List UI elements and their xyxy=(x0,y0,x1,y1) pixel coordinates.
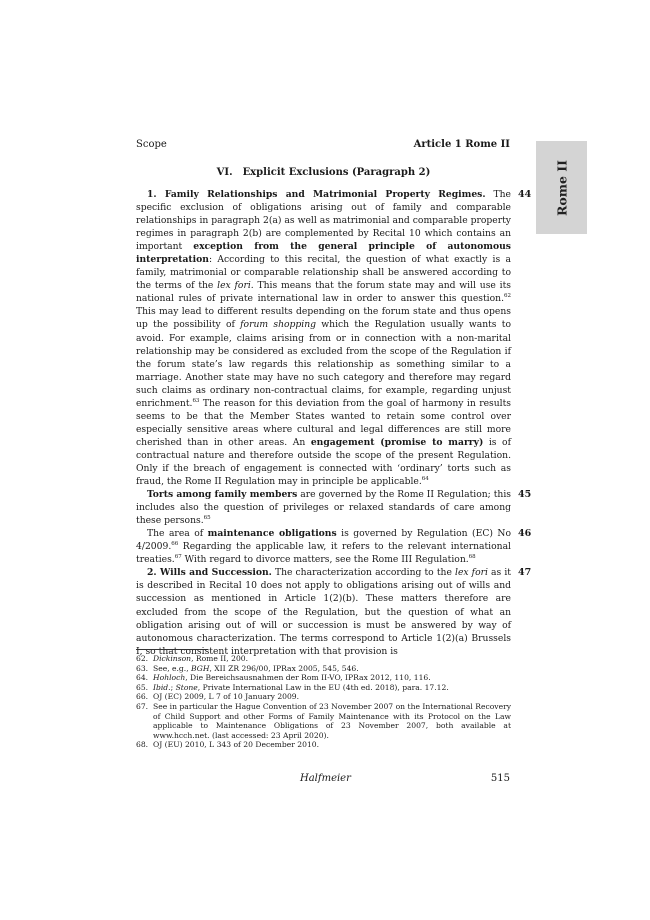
footnote-number: 63. xyxy=(136,663,149,673)
footnote-number: 66. xyxy=(136,692,149,702)
footnote-number: 62. xyxy=(136,654,149,663)
paragraph xyxy=(136,488,532,527)
paragraph-text: The area of maintenance obligations is governed by Regulation (EC) No 4/2009.66 Regarding the applicable law, it refers to the relevant international treaties.$^{67}$ With regard to divorce matters, see the Rome III Regulation.$^{68}$ xyxy=(136,528,511,566)
section-title: Explicit Exclusions (Paragraph 2) xyxy=(242,167,431,178)
paragraph xyxy=(136,566,532,657)
section-number: VI. xyxy=(216,167,233,178)
footnote xyxy=(136,683,511,693)
paragraph xyxy=(136,527,532,566)
footnote-text: Ibid.; Stone, Private International Law in the EU (4th ed. 2018), para. 17.12. xyxy=(153,682,449,692)
paragraph-text: Torts among family members are governed by the Rome II Regulation; this includes also the question of privileges or relaxed standards of care among these persons.$^{65}$ xyxy=(136,489,511,527)
footnote-number: 67. xyxy=(136,701,149,711)
footnote-rule xyxy=(136,649,208,650)
footnote xyxy=(136,673,511,683)
page-number: 515 xyxy=(490,773,510,784)
body-text xyxy=(136,188,532,658)
footnote xyxy=(136,654,511,664)
paragraph-text: 1. Family Relationships and Matrimonial Property Regimes. The specific exclusion of obligations arising out of family and comparable relationships in paragraph 2(a) as well as matrimonial and comparable property regimes in paragraph 2(b) are complemented by Recital 10 which contains an important exception from the general principle of autonomous interpretation: According to this recital, the question of what exactly is a family, matrimonial or comparable relationship shall be answered according to the terms of the lex fori. This means that the forum state may and will use its national rules of private international law in order to answer this question.$^{62}$ This may lead to different results depending on the forum state and thus opens up the possibility of forum shopping which the Regulation usually wants to avoid. For example, claims arising from or in connection with a non-marital relationship may be considered as excluded from the scope of the Regulation if the forum state’s law regards this relationship as something similar to a marriage. Another state may have no such category and therefore may regard such claims as ordinary non-contractual claims, for example, regarding unjust enrichment.$^{63}$ The reason for this deviation from the goal of harmony in results seems to be that the Member States wanted to retain some control over especially sensitive areas where cultural and legal differences are still more cherished than in other areas. An engagement (promise to marry) is of contractual nature and therefore outside the scope of the present Regulation. Only if the breach of engagement is connected with ‘ordinary’ torts such as fraud, the Rome II Regulation may in principle be applicable.$^{64}$ xyxy=(136,189,511,488)
footnote-number: 64. xyxy=(136,673,149,683)
footnote-number: 68. xyxy=(136,740,149,750)
footnote xyxy=(136,702,511,740)
margin-number: 47 xyxy=(518,567,532,579)
footnote-text: Dickinson, Rome II, 200. xyxy=(153,654,249,663)
paragraph xyxy=(136,188,532,488)
footnote-text: OJ (EC) 2009, L 7 of 10 January 2009. xyxy=(153,692,300,702)
side-tab-label: Rome II xyxy=(554,159,569,216)
footnote xyxy=(136,740,511,750)
paragraph-text: 2. Wills and Succession. The characterization according to the lex fori as it is described in Recital 10 does not apply to obligations arising out of wills and succession as mentioned in Article 1(2)(b). These matters therefore are excluded from the scope of the Regulation, but the question of what an obligation arising out of will or succession is must be answered by way of autonomous characterization. The terms correspond to Article 1(2)(a) Brussels I, so that consistent interpretation with that provision is xyxy=(136,567,511,657)
footnote-number: 65. xyxy=(136,682,149,692)
footnote-text: See, e.g., BGH, XII ZR 296/00, IPRax 2005, 545, 546. xyxy=(153,663,359,673)
running-header-right: Article 1 Rome II xyxy=(413,139,510,150)
margin-number: 44 xyxy=(518,189,532,200)
margin-number: 45 xyxy=(518,489,532,501)
footnote-text: OJ (EU) 2010, L 343 of 20 December 2010. xyxy=(153,740,320,750)
side-tab xyxy=(536,141,587,234)
running-header-left: Scope xyxy=(136,139,167,150)
footnotes xyxy=(136,654,511,750)
footnote xyxy=(136,692,511,702)
margin-number: 46 xyxy=(518,528,532,540)
footnote-text: Hohloch, Die Bereichsausnahmen der Rom II-VO, IPRax 2012, 110, 116. xyxy=(153,673,431,683)
footnote-text: See in particular the Hague Convention of 23 November 2007 on the International Recovery of Child Support and other Forms of Family Maintenance with its Protocol on the Law applicable to Maintenance Obligations of 23 November 2007, both available at www.hcch.net. (last accessed: 23 April 2020). xyxy=(153,701,511,740)
footnote xyxy=(136,664,511,674)
section-heading xyxy=(136,167,511,178)
footer-author: Halfmeier xyxy=(300,773,351,784)
